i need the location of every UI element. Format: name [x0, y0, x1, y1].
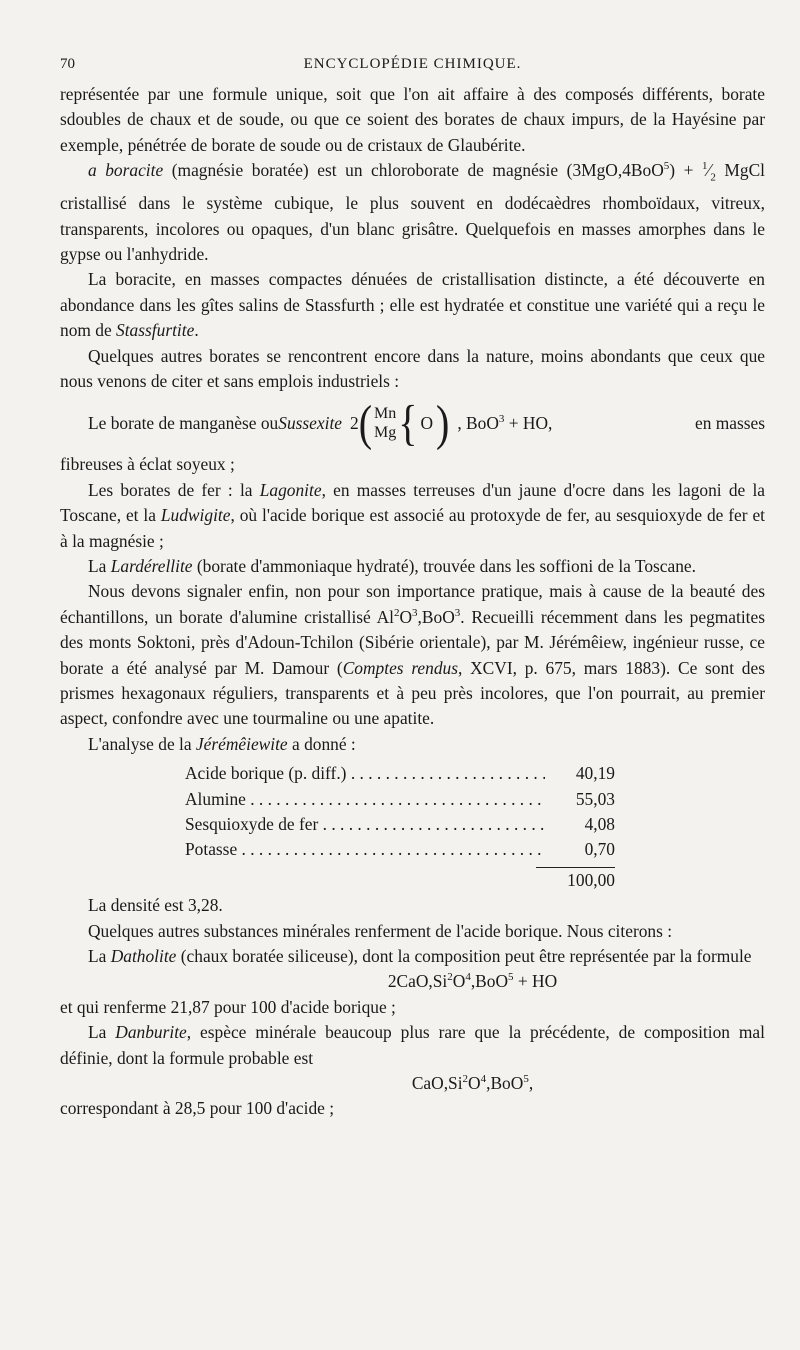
paragraph: et qui renferme 21,87 pour 100 d'acide borique ;	[60, 996, 396, 1017]
page-number: 70	[60, 56, 75, 72]
mineral-name: Lardérellite	[110, 555, 193, 576]
sussexite-formula: Le borate de manganèse ou Sussexite 2 ( Mn Mg { O ) , BoO$^3$ + HO, en masses	[88, 394, 765, 451]
formula-danburite: $CaO,Si^2O^4,BoO^5$,	[411, 1073, 534, 1094]
mineral-name: Stassfurtite	[116, 320, 195, 341]
paragraph-alumina-borate: Nous devons signaler enfin, non pour son importance pratique, mais à cause de la beauté des échantillons, un borate d'alumine cristallisé $Al^2O^3,BoO^3$. Recueilli récemment dans les pegmatites des monts Soktoni, près d'Adoun-Tchilon (Sibérie orientale), par M. Jérémêiew, ingénieur russe, ce borate a été analysé par M. Damour (Comptes rendus, XCVI, p. 675, mars 1883). Ce sont des prismes hexagonaux réguliers, transparents et à peu près incolores, que l'on pourrait, au premier aspect, confondre avec une tourmaline ou une apatite.	[60, 581, 765, 729]
paragraph-larderellite: La Lardérellite (borate d'ammoniaque hydraté), trouvée dans les soffioni de la Toscane.	[88, 555, 697, 576]
paragraph-danburite: La Danburite, espèce minérale beaucoup plus rare que la précédente, de composition mal définie, dont la formule probable est	[60, 1022, 765, 1068]
paragraph-boracite: a boracite (magnésie boratée) est un chloroborate de magnésie $(3MgO,4BoO^5) + ^1⁄_2$ MgCl cristallisé dans le système cubique, le plus souvent en dodécaèdres rhomboïdaux, vitreux, transparents, incolores ou opaques, d'un blanc grisâtre. Quelquefois en masses amorphes dans le gypse ou l'anhydride.	[60, 160, 765, 264]
citation: Comptes rendus	[342, 657, 459, 678]
paragraph: La densité est 3,28.	[88, 895, 223, 916]
table-row: Acide borique (p. diff.) . . . 40,19	[185, 761, 615, 786]
paragraph: fibreuses à éclat soyeux ;	[60, 454, 235, 475]
paragraph: Quelques autres substances minérales renferment de l'acide borique. Nous citerons :	[88, 920, 673, 941]
mineral-name: a boracite	[88, 160, 164, 181]
mineral-name: Lagonite	[259, 479, 322, 500]
paragraph: L'analyse de la Jérémêiewite a donné :	[88, 733, 356, 754]
running-header	[60, 56, 765, 78]
text-body	[60, 82, 765, 1122]
analysis-total: 100,00	[536, 867, 615, 893]
paragraph: représentée par une formule unique, soit que l'on ait affaire à des composés différents, borate sdoubles de chaux et de soude, ou que ce soient des borates de chaux impurs, de la Hayésine par exemple, pénétrée de borate de soude ou de cristaux de Glaubérite.	[60, 84, 765, 155]
table-row: Sesquioxyde de fer . . . 4,08	[185, 812, 615, 837]
mineral-name: Jérémêiewite	[195, 733, 288, 754]
mineral-name: Danburite	[115, 1022, 187, 1043]
paragraph-iron-borates: Les borates de fer : la Lagonite, en masses terreuses d'un jaune d'ocre dans les lagoni de la Toscane, et la Ludwigite, où l'acide borique est associé au protoxyde de fer, au sesquioxyde de fer et à la magnésie ;	[60, 479, 766, 551]
mineral-name: Ludwigite	[160, 505, 231, 526]
paragraph-datholite: La Datholite (chaux boratée siliceuse), dont la composition peut être représentée par la formule	[88, 946, 752, 966]
paragraph: correspondant à 28,5 pour 100 d'acide ;	[60, 1098, 335, 1119]
running-title: ENCYCLOPÉDIE CHIMIQUE.	[303, 56, 522, 72]
table-row: Potasse . . . 0,70	[185, 837, 615, 862]
mineral-name: Sussexite	[278, 412, 342, 433]
table-row: Alumine . . . 55,03	[185, 787, 615, 812]
formula-datholite: $2CaO,Si^2O^4,BoO^5$ + HO	[387, 971, 558, 992]
paragraph: Quelques autres borates se rencontrent encore dans la nature, moins abondants que ceux que nous venons de citer et sans emplois industriels :	[60, 345, 765, 391]
mineral-name: Datholite	[110, 946, 177, 966]
analysis-table	[185, 761, 615, 863]
paragraph-stassfurtite: La boracite, en masses compactes dénuées de cristallisation distincte, a été découverte en abondance dans les gîtes salins de Stassfurth ; elle est hydratée et constitue une variété qui a reçu le nom de Stassfurtite.	[60, 269, 765, 341]
